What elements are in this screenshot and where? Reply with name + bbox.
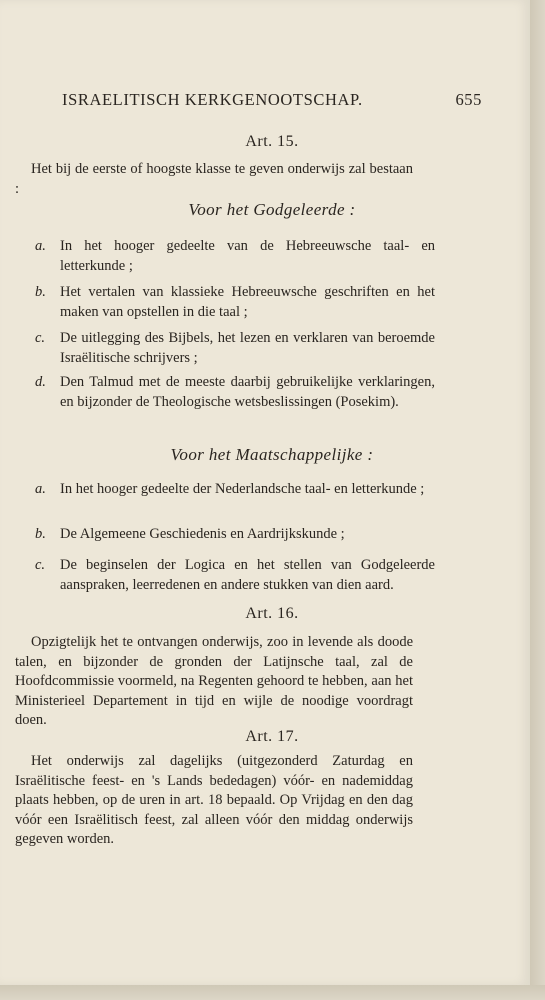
item-label: a. [35, 481, 46, 497]
item-label: c. [35, 330, 46, 346]
article-16-heading: Art. 16. [245, 605, 299, 622]
item-label: d. [35, 374, 46, 390]
item-label: c. [35, 557, 46, 573]
section-heading-maatschappelijke: Voor het Maatschappelijke : [170, 445, 374, 464]
item-text: In het hooger gedeelte der Nederlandsche taal- en letterkunde ; [60, 481, 425, 497]
list-item [35, 283, 435, 323]
item-label: b. [35, 284, 46, 300]
list-item [35, 237, 435, 277]
article-15-heading: Art. 15. [245, 133, 299, 150]
item-label: a. [35, 238, 46, 254]
item-text: Het vertalen van klassieke Hebreeuwsche geschriften en het maken van opstellen in die taal ; [60, 284, 435, 320]
list-item [35, 373, 435, 433]
section-heading-godgeleerde: Voor het Godgeleerde : [188, 200, 356, 219]
article-17-text: Het onderwijs zal dagelijks (uitgezonderd Zaturdag en Israëlitische feest- en 's Lands bededagen) vóór- en nademiddag plaats hebben, op de uren in art. 18 bepaald. Op Vrijdag en den dag vóór een Israëlitisch feest, zal alleen vóór den middag onderwijs gegeven worden. [15, 753, 413, 847]
page-edge-shadow [530, 0, 545, 1000]
item-text: De Algemeene Geschiedenis en Aardrijkskunde ; [60, 526, 345, 542]
item-label: b. [35, 526, 46, 542]
article-16-text: Opzigtelijk het te ontvangen onderwijs, zoo in levende als doode talen, en bijzonder de gronden der Latijnsche taal, zal de Hoofdcommissie voormeld, na Regenten gehoord te hebben, aan het Ministerieel Departement in tijd en wijle de noodige voordragt doen. [15, 634, 413, 728]
item-text: De uitlegging des Bijbels, het lezen en verklaren van beroemde Israëlitische schrijvers ; [60, 330, 435, 366]
list-item [35, 525, 435, 547]
header-title: ISRAELITISCH KERKGENOOTSCHAP. [62, 90, 363, 109]
article-15-intro: Het bij de eerste of hoogste klasse te geven onderwijs zal bestaan : [15, 161, 413, 197]
list-item [35, 556, 435, 596]
list-item [35, 329, 435, 369]
page-number: 655 [455, 90, 482, 109]
page-bottom-edge [0, 985, 545, 1000]
item-text: De beginselen der Logica en het stellen van Godgeleerde aanspraken, leerredenen en andere stukken van dien aard. [60, 557, 435, 593]
article-17-heading: Art. 17. [245, 728, 299, 745]
list-item [35, 480, 435, 520]
item-text: Den Talmud met de meeste daarbij gebruikelijke verklaringen, en bijzonder de Theologische wetsbeslissingen (Posekim). [60, 374, 435, 410]
running-header [62, 90, 482, 110]
item-text: In het hooger gedeelte van de Hebreeuwsche taal- en letterkunde ; [60, 238, 435, 274]
